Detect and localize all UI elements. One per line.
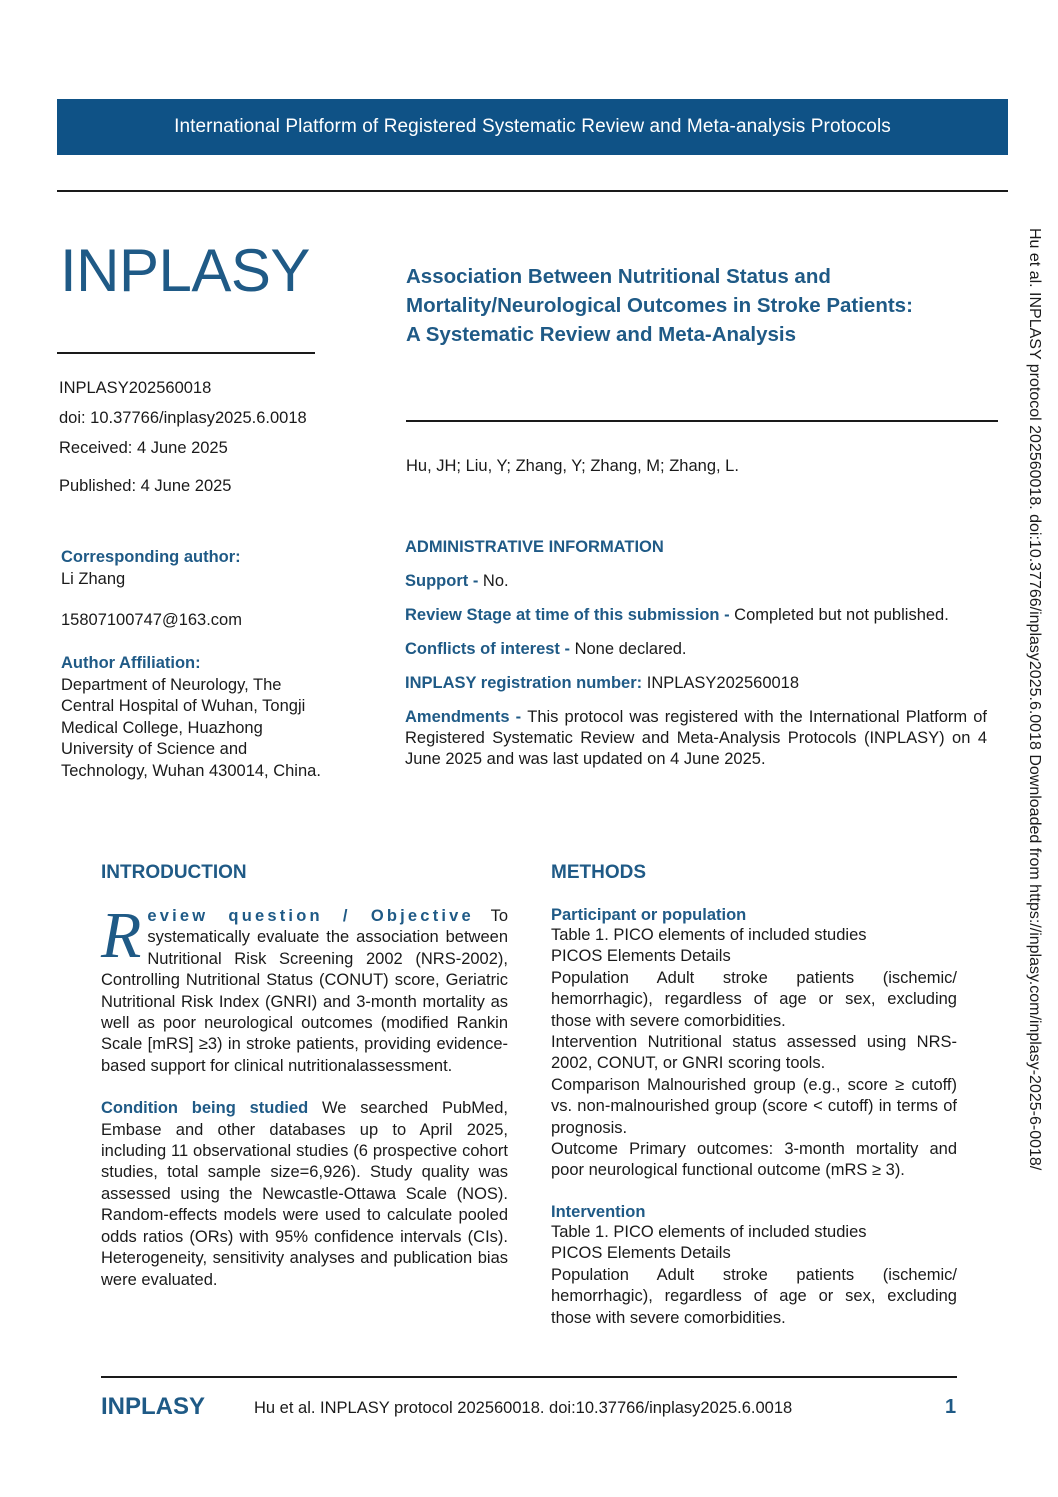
published-date: Published: 4 June 2025 [59,477,232,495]
intervention-label: Intervention [551,1202,646,1221]
conflicts-label: Conflicts of interest - [405,640,575,658]
footer-divider [101,1376,957,1378]
picos-comparison: Comparison Malnourished group (e.g., score ≥ cutoff) vs. non-malnourished group (score < cutoff) in terms of prognosis. [551,1075,957,1137]
paper-title [406,262,1006,349]
affiliation-label: Author Affiliation: [61,654,201,672]
administrative-information [405,537,987,770]
header-divider [57,190,1008,192]
affiliation-line: Department of Neurology, The [61,675,282,694]
affiliation-line: University of Science and [61,740,248,758]
condition-label: Condition being studied [101,1099,309,1118]
affiliation-line: Central Hospital of Wuhan, Tongji [61,697,306,715]
side-citation: Hu et al. INPLASY protocol 202560018. doi:10.37766/inplasy2025.6.0018 Downloaded from https://inplasy.com/inplasy-2025-6-0018/ [1026,228,1043,1171]
footer-logo: INPLASY [101,1393,206,1420]
review-stage-row [405,605,987,626]
banner-text: International Platform of Registered Systematic Review and Meta-analysis Protocols [174,116,891,137]
drop-cap: R [101,899,142,972]
condition-paragraph [101,1098,508,1291]
page-number: 1 [945,1396,957,1418]
methods-body [551,906,957,1329]
affiliation-block [61,653,361,782]
picos-header: PICOS Elements Details [551,947,731,966]
picos-table-caption: Table 1. PICO elements of included studies [551,1222,867,1241]
received-date: Received: 4 June 2025 [59,439,228,457]
picos-intervention: Intervention Nutritional status assessed using NRS-2002, CONUT, or GNRI scoring tools. [551,1033,957,1073]
support-label: Support - [405,572,483,590]
support-value: No. [482,572,509,590]
corresponding-email[interactable]: 15807100747@163.com [61,611,242,629]
amendments-label: Amendments - [405,708,528,726]
logo-divider [57,352,315,354]
registration-value: INPLASY202560018 [646,674,800,692]
author-list: Hu, JH; Liu, Y; Zhang, Y; Zhang, M; Zhang, L. [406,457,739,475]
introduction-body [101,899,508,1291]
picos-population: Population Adult stroke patients (ischemic/ hemorrhagic), regardless of age or sex, excluding those with severe comorbidities. [551,1265,957,1327]
inplasy-logo: INPLASY [60,237,310,304]
methods-heading: METHODS [551,862,646,883]
amendments-row [405,707,987,770]
title-line: Mortality/Neurological Outcomes in Stroke Patients: [406,294,913,317]
protocol-id: INPLASY202560018 [59,379,212,397]
title-divider [406,420,998,422]
review-question-label: eview question / Objective [147,907,474,925]
admin-heading: ADMINISTRATIVE INFORMATION [405,538,664,556]
review-question-paragraph [101,899,508,1077]
platform-banner [57,99,1008,155]
conflicts-value: None declared. [574,640,687,658]
conflicts-row [405,639,987,660]
amendments-value: This protocol was registered with the International Platform of Registered Systematic Review and Meta-Analysis Protocols (INPLASY) on 4 June 2025 and was last updated on 4 June 2025. [405,708,988,768]
footer-citation: Hu et al. INPLASY protocol 202560018. doi:10.37766/inplasy2025.6.0018 [254,1399,793,1417]
picos-header: PICOS Elements Details [551,1244,731,1263]
review-stage-value: Completed but not published. [734,606,949,624]
corresponding-label: Corresponding author: [61,548,241,566]
picos-population: Population Adult stroke patients (ischemic/ hemorrhagic), regardless of age or sex, excluding those with severe comorbidities. [551,968,957,1030]
picos-outcome: Outcome Primary outcomes: 3-month mortality and poor neurological functional outcome (mRS ≥ 3). [551,1140,957,1180]
doi[interactable]: doi: 10.37766/inplasy2025.6.0018 [59,409,307,427]
title-line: A Systematic Review and Meta-Analysis [406,323,797,346]
title-line: Association Between Nutritional Status and [406,265,831,288]
picos-table-caption: Table 1. PICO elements of included studies [551,926,867,944]
corresponding-author-block [61,547,361,632]
registration-row [405,673,987,694]
participant-label: Participant or population [551,906,747,924]
affiliation-line: Medical College, Huazhong [61,718,263,737]
support-row [405,571,987,592]
review-stage-label: Review Stage at time of this submission - [405,606,735,624]
introduction-heading: INTRODUCTION [101,862,247,883]
affiliation-line: Technology, Wuhan 430014, China. [61,761,321,780]
condition-text: We searched PubMed, Embase and other databases up to April 2025, including 11 observational studies (6 prospective cohort studies, total sample size=6,926). Study quality was assessed using the Newcastle-Ottawa Scale (NOS). Random-effects models were used to calculate pooled odds ratios (ORs) with 95% confidence intervals (CIs). Heterogeneity, sensitivity analyses and publication bias were evaluated. [101,1099,508,1289]
review-question-text: To systematically evaluate the association between Nutritional Risk Screening 2002 (NRS-2002), Controlling Nutritional Status (CONUT) score, Geriatric Nutritional Risk Index (GNRI) and 3-month mortality as well as poor neurological outcomes (modified Rankin Scale [mRS] ≥3) in stroke patients, providing evidence-based support for clinical nutritionalassessment. [101,907,508,1075]
corresponding-name: Li Zhang [61,569,126,588]
registration-label: INPLASY registration number: [405,674,647,692]
